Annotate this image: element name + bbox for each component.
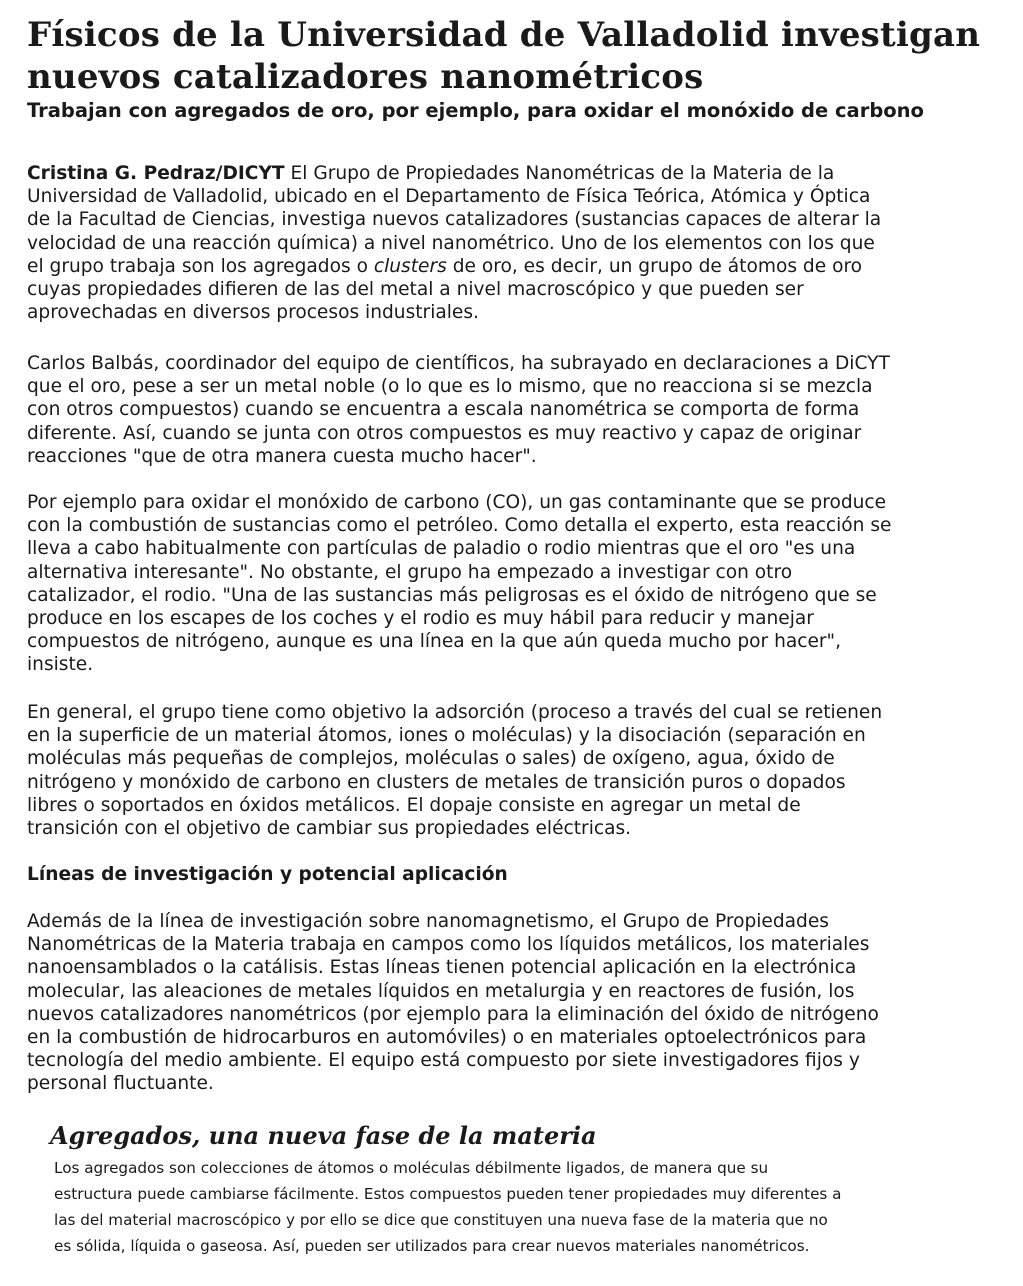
headline-line: nuevos catalizadores nanométricos	[27, 57, 704, 97]
paragraph-line: cuyas propiedades difieren de las del metal a nivel macroscópico y que pueden ser	[27, 279, 804, 301]
article-headline	[27, 14, 1007, 98]
paragraph-intro	[27, 162, 972, 324]
paragraph-line: que el oro, pese a ser un metal noble (o lo que es lo mismo, que no reacciona si se mezcla	[27, 376, 873, 398]
paragraph-line-text: el grupo trabaja son los agregados o	[27, 255, 374, 277]
sidebar-line: Los agregados son colecciones de átomos o moléculas débilmente ligados, de manera que su	[54, 1159, 769, 1177]
paragraph-co-example	[27, 491, 972, 677]
paragraph-line: en la combustión de hidrocarburos en automóviles) o en materiales optoelectrónicos para	[27, 1027, 867, 1049]
paragraph-line	[27, 255, 972, 278]
sidebar-title: Agregados, una nueva fase de la materia	[50, 1121, 597, 1150]
paragraph-line: Carlos Balbás, coordinador del equipo de científicos, ha subrayado en declaraciones a DiCYT	[27, 353, 890, 374]
article-subheadline: Trabajan con agregados de oro, por ejemplo, para oxidar el monóxido de carbono	[27, 99, 924, 122]
paragraph-line: aprovechadas en diversos procesos industriales.	[27, 302, 479, 324]
paragraph-line: lleva a cabo habitualmente con partículas de paladio o rodio mientras que el oro "es una	[27, 538, 856, 560]
paragraph-line: Por ejemplo para oxidar el monóxido de carbono (CO), un gas contaminante que se produce	[27, 492, 887, 513]
paragraph-line: de la Facultad de Ciencias, investiga nuevos catalizadores (sustancias capaces de alterar la	[27, 209, 882, 231]
paragraph-line: velocidad de una reacción química) a nivel nanométrico. Uno de los elementos con los que	[27, 232, 875, 254]
paragraph-adsorption	[27, 701, 972, 840]
paragraph-line: En general, el grupo tiene como objetivo la adsorción (proceso a través del cual se retienen	[27, 702, 883, 723]
paragraph-line: Universidad de Valladolid, ubicado en el Departamento de Física Teórica, Atómica y Óptica	[27, 186, 871, 208]
italic-term: clusters	[373, 255, 447, 277]
paragraph-line: catalizador, el rodio. "Una de las sustancias más peligrosas es el óxido de nitrógeno que se	[27, 584, 877, 606]
paragraph-line	[27, 162, 972, 185]
paragraph-research-lines	[27, 910, 972, 1096]
paragraph-line: insiste.	[27, 654, 94, 676]
paragraph-line-text: de oro, es decir, un grupo de átomos de oro	[446, 255, 863, 277]
paragraph-line: nitrógeno y monóxido de carbono en clusters de metales de transición puros o dopados	[27, 771, 846, 793]
sidebar-line: las del material macroscópico y por ello se dice que constituyen una nueva fase de la materia que no	[54, 1211, 828, 1229]
paragraph-line: nuevos catalizadores nanométricos (por ejemplo para la eliminación del óxido de nitrógeno	[27, 1003, 879, 1025]
paragraph-line: tecnología del medio ambiente. El equipo está compuesto por siete investigadores fijos y	[27, 1050, 860, 1072]
paragraph-line: reacciones "que de otra manera cuesta mucho hacer".	[27, 445, 537, 467]
paragraph-line: libres o soportados en óxidos metálicos. El dopaje consiste en agregar un metal de	[27, 794, 801, 816]
paragraph-line: nanoensamblados o la catálisis. Estas líneas tienen potencial aplicación en la electrónica	[27, 957, 857, 979]
paragraph-line: personal fluctuante.	[27, 1073, 214, 1095]
paragraph-line: molecular, las aleaciones de metales líquidos en metalurgia y en reactores de fusión, los	[27, 980, 855, 1002]
paragraph-line: con la combustión de sustancias como el petróleo. Como detalla el experto, esta reacción se	[27, 515, 892, 537]
paragraph-line: en la superficie de un material átomos, iones o moléculas) y la disociación (separación en	[27, 725, 866, 747]
paragraph-line: diferente. Así, cuando se junta con otros compuestos es muy reactivo y capaz de originar	[27, 422, 862, 444]
article-byline: Cristina G. Pedraz/DICYT	[27, 163, 285, 184]
headline-line: Físicos de la Universidad de Valladolid investigan	[27, 15, 981, 55]
paragraph-line: Nanométricas de la Materia trabaja en campos como los líquidos metálicos, los materiales	[27, 934, 870, 956]
paragraph-line-text: El Grupo de Propiedades Nanométricas de la Materia de la	[284, 163, 835, 184]
sidebar-line: estructura puede cambiarse fácilmente. Estos compuestos pueden tener propiedades muy diferentes a	[54, 1185, 842, 1203]
paragraph-line: moléculas más pequeñas de complejos, moléculas o sales) de oxígeno, agua, óxido de	[27, 748, 835, 770]
paragraph-balbas	[27, 352, 972, 468]
sidebar-text	[54, 1155, 994, 1259]
paragraph-line: alternativa interesante". No obstante, el grupo ha empezado a investigar con otro	[27, 561, 793, 583]
paragraph-line: transición con el objetivo de cambiar sus propiedades eléctricas.	[27, 818, 632, 840]
section-heading: Líneas de investigación y potencial aplicación	[27, 864, 508, 885]
paragraph-line: compuestos de nitrógeno, aunque es una línea en la que aún queda mucho por hacer",	[27, 631, 842, 653]
paragraph-line: con otros compuestos) cuando se encuentra a escala nanométrica se comporta de forma	[27, 399, 860, 421]
paragraph-line: Además de la línea de investigación sobre nanomagnetismo, el Grupo de Propiedades	[27, 911, 829, 932]
paragraph-line: produce en los escapes de los coches y el rodio es muy hábil para reducir y manejar	[27, 608, 814, 630]
sidebar-line: es sólida, líquida o gaseosa. Así, pueden ser utilizados para crear nuevos materiales nanométricos.	[54, 1237, 810, 1255]
